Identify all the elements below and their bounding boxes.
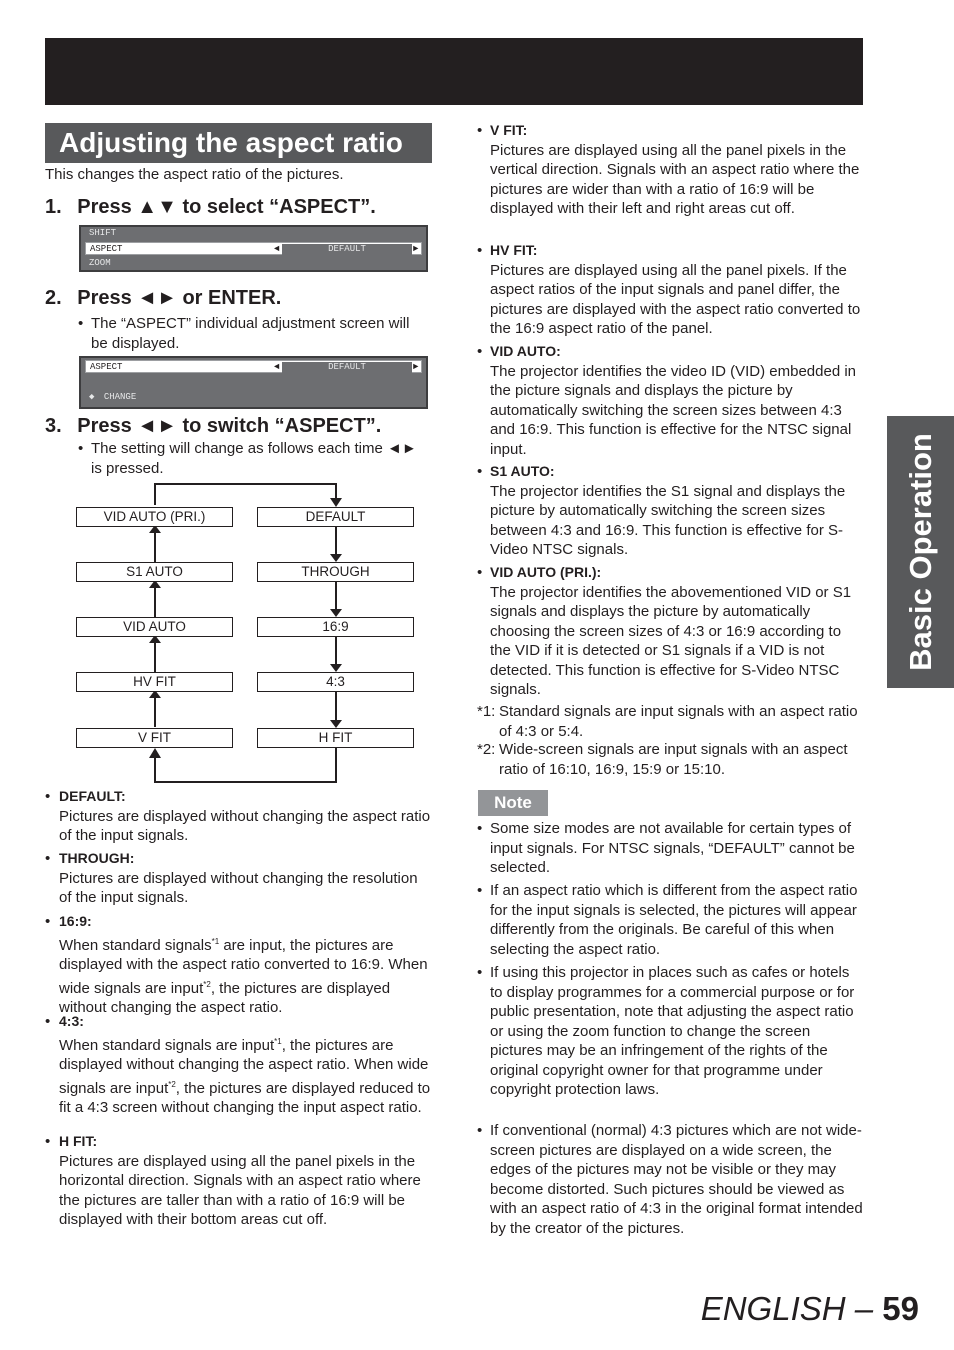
note-bullet: • <box>477 820 483 837</box>
def-4-3-text-2: , the pictures are displayed without changing the aspect ratio. When wide signals are input <box>59 1036 429 1097</box>
menu2-hint-label: CHANGE <box>103 392 137 402</box>
def-default-term: DEFAULT: <box>59 788 126 804</box>
def-s1-auto <box>490 462 865 560</box>
flow-box-default: DEFAULT <box>257 507 414 527</box>
def-bullet: • <box>45 788 51 805</box>
aspect-value: DEFAULT <box>282 244 412 255</box>
flow-box-s1-auto: S1 AUTO <box>76 562 233 582</box>
menu-row-aspect <box>85 242 422 255</box>
def-4-3-text <box>59 1032 434 1118</box>
arrowhead-down-icon <box>330 498 342 507</box>
menu2-row-aspect <box>85 360 422 373</box>
def-bullet: • <box>45 850 51 867</box>
def-16-9-text-3: , the pictures are displayed without changing the aspect ratio. <box>59 979 391 1016</box>
side-tab <box>887 416 954 688</box>
def-4-3-text-3: , the pictures are displayed reduced to fit a 4:3 screen without changing the input aspect ratio. <box>59 1079 431 1116</box>
menu2-row-aspect-label: ASPECT <box>90 362 123 372</box>
def-bullet: • <box>477 343 483 360</box>
def-s1-auto-term: S1 AUTO: <box>490 463 555 479</box>
arrowhead-down-icon <box>330 609 342 617</box>
def-bullet: • <box>477 122 483 139</box>
note-bullet: • <box>477 882 483 899</box>
section-title: Adjusting the aspect ratio <box>45 123 432 163</box>
flow-box-through: THROUGH <box>257 562 414 582</box>
arrowhead-down-icon <box>330 554 342 562</box>
def-h-fit-text: Pictures are displayed using all the panel pixels in the horizontal direction. Signals with an aspect ratio where the pictures are taller than with a ratio of 16:9 will be displayed with their bottom areas cut off. <box>59 1152 421 1228</box>
right-arrow-icon: ► <box>413 362 419 372</box>
arrowhead-down-icon <box>330 720 342 728</box>
osd-menu-position <box>79 225 428 272</box>
side-tab-label: Basic Operation <box>902 433 938 671</box>
def-16-9-term: 16:9: <box>59 913 92 929</box>
def-hv-fit-term: HV FIT: <box>490 242 538 258</box>
step-1-number: 1. <box>45 196 62 218</box>
def-default <box>59 787 434 846</box>
flow-box-16-9: 16:9 <box>257 617 414 637</box>
menu-row-shift: SHIFT <box>89 228 117 238</box>
def-16-9-text <box>59 932 434 1018</box>
left-right-arrow-icon: ◆ <box>89 392 95 402</box>
def-bullet: • <box>477 242 483 259</box>
step-2-bullet-marker: • <box>78 315 84 332</box>
def-vid-auto <box>490 342 865 459</box>
footnote-2: Wide-screen signals are input signals with an aspect ratio of 16:10, 16:9, 15:9 or 15:10. <box>499 741 848 778</box>
step-3 <box>45 415 381 438</box>
step-3-text: Press ◄► to switch “ASPECT”. <box>77 415 382 437</box>
menu-row-aspect-label: ASPECT <box>90 244 123 254</box>
footnote-1-mark: *1: <box>477 703 496 720</box>
def-h-fit <box>59 1132 434 1230</box>
header-bar <box>45 38 863 105</box>
step-3-number: 3. <box>45 415 62 437</box>
footnote-ref: *2 <box>168 1079 176 1089</box>
note-bullet: • <box>477 1122 483 1139</box>
def-16-9 <box>59 912 434 1018</box>
menu2-hint <box>85 391 285 404</box>
footnote-ref: *1 <box>274 1036 282 1046</box>
def-bullet: • <box>45 1133 51 1150</box>
step-1 <box>45 196 376 219</box>
note-item: If conventional (normal) 4:3 pictures which are not wide-screen pictures are displayed on a wide screen, the edges of the pictures may not be visible or they may become distorted. Such pictures should be viewed as with an aspect ratio of 4:3 in the original format intended by the creator of the pictures. <box>490 1122 863 1237</box>
def-bullet: • <box>477 564 483 581</box>
flow-box-vid-auto-pri: VID AUTO (PRI.) <box>76 507 233 527</box>
def-vid-auto-pri <box>490 563 865 700</box>
page-number: 59 <box>882 1290 919 1327</box>
osd-menu-aspect <box>79 356 428 409</box>
connector-top <box>155 484 336 505</box>
note-label: Note <box>478 790 548 816</box>
def-v-fit <box>490 121 865 219</box>
right-arrow-icon: ► <box>413 244 419 254</box>
arrowhead-down-icon <box>330 664 342 672</box>
arrowhead-up-icon <box>149 748 161 758</box>
footer-language: ENGLISH – <box>700 1290 883 1327</box>
def-v-fit-text: Pictures are displayed using all the panel pixels in the vertical direction. Signals with an aspect ratio where the pictures are wider than with a ratio of 16:9 will be displayed with their left and right areas cut off. <box>490 141 860 217</box>
def-hv-fit <box>490 241 865 339</box>
def-vid-auto-pri-term: VID AUTO (PRI.): <box>490 564 602 580</box>
footnote-2-mark: *2: <box>477 741 496 758</box>
flow-box-v-fit: V FIT <box>76 728 233 748</box>
flow-box-4-3: 4:3 <box>257 672 414 692</box>
def-h-fit-term: H FIT: <box>59 1133 98 1149</box>
page-footer <box>701 1290 919 1328</box>
footnote-ref: *1 <box>211 936 220 946</box>
def-4-3-term: 4:3: <box>59 1013 84 1029</box>
flow-box-hv-fit: HV FIT <box>76 672 233 692</box>
step-1-text: Press ▲▼ to select “ASPECT”. <box>77 196 376 218</box>
flow-box-h-fit: H FIT <box>257 728 414 748</box>
step-3-bullet-marker: • <box>78 440 84 457</box>
note-item: If using this projector in places such as cafes or hotels to display programmes for a commercial purpose or for public presentation, note that adjusting the aspect ratio or using the zoom function to change the screen pictures may be an infringement of the rights of the original copyright owner for that programme under copyright protection laws. <box>490 964 855 1098</box>
def-bullet: • <box>477 463 483 480</box>
def-16-9-text-2: are input, the pictures are displayed with the aspect ratio converted to 16:9. When wide signals are input <box>59 936 428 997</box>
footnote-ref: *2 <box>203 979 211 989</box>
def-default-text: Pictures are displayed without changing the aspect ratio of the input signals. <box>59 807 431 844</box>
aspect-value: DEFAULT <box>282 362 412 373</box>
def-vid-auto-text: The projector identifies the video ID (VID) embedded in the picture signals and displays the picture by automatically switching the screen sizes between 4:3 and 16:9. This function is effective for the NTSC signal input. <box>490 362 857 458</box>
footnote-1: Standard signals are input signals with an aspect ratio of 4:3 or 5:4. <box>499 703 858 740</box>
flow-box-vid-auto: VID AUTO <box>76 617 233 637</box>
step-2 <box>45 287 281 310</box>
connector-bottom <box>155 748 336 782</box>
def-hv-fit-text: Pictures are displayed using all the panel pixels. If the aspect ratios of the input signals and panel differ, the pictures are displayed with the aspect ratio converted to the 16:9 aspect ratio of the panel. <box>490 261 861 337</box>
def-bullet: • <box>45 913 51 930</box>
def-s1-auto-text: The projector identifies the S1 signal and displays the picture by automatically switching the screen sizes between 4:3 and 16:9. This function is effective for S-Video NTSC signals. <box>490 482 846 558</box>
def-vid-auto-pri-text: The projector identifies the abovementioned VID or S1 signals and displays the picture by automatically choosing the screen sizes of 4:3 or 16:9 according to the VID if it is detected or S1 signals if a VID is not detected. This function is effective for S-Video NTSC signals. <box>490 583 852 698</box>
def-through-term: THROUGH: <box>59 850 135 866</box>
def-4-3 <box>59 1012 434 1118</box>
step-2-bullet: The “ASPECT” individual adjustment screen will be displayed. <box>91 315 410 352</box>
left-arrow-icon: ◄ <box>274 244 280 254</box>
step-2-text: Press ◄► or ENTER. <box>77 287 282 309</box>
step-3-bullet: The setting will change as follows each time ◄► is pressed. <box>91 440 417 477</box>
left-arrow-icon: ◄ <box>274 362 280 372</box>
note-item: If an aspect ratio which is different from the aspect ratio for the input signals is selected, the pictures will appear differently from the originals. Be careful of this when selecting the aspect ratio. <box>490 882 858 958</box>
note-item: Some size modes are not available for certain types of input signals. For NTSC signals, “DEFAULT” cannot be selected. <box>490 820 855 876</box>
def-vid-auto-term: VID AUTO: <box>490 343 561 359</box>
def-16-9-text-1: When standard signals <box>59 936 212 954</box>
def-bullet: • <box>45 1013 51 1030</box>
def-through-text: Pictures are displayed without changing the resolution of the input signals. <box>59 869 418 906</box>
menu-row-zoom: ZOOM <box>89 258 111 268</box>
def-v-fit-term: V FIT: <box>490 122 528 138</box>
def-through <box>59 849 434 908</box>
step-2-number: 2. <box>45 287 62 309</box>
note-bullet: • <box>477 964 483 981</box>
def-4-3-text-1: When standard signals are input <box>59 1036 275 1054</box>
intro-text: This changes the aspect ratio of the pictures. <box>45 166 344 183</box>
